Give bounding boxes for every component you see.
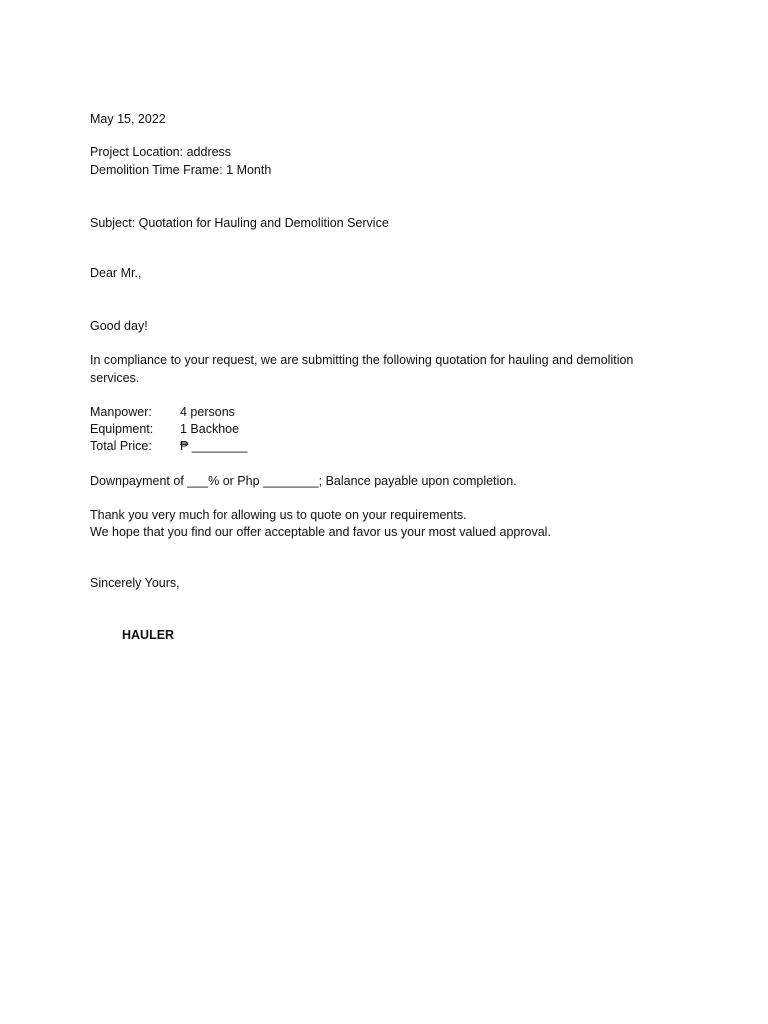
thanks-line-2: We hope that you find our offer acceptable and favor us your most valued approval.: [90, 525, 551, 539]
detail-value: 1 Backhoe: [180, 422, 240, 436]
salutation: Dear Mr.,: [90, 266, 142, 280]
signature-name: HAULER: [122, 628, 175, 642]
detail-row: [90, 421, 239, 438]
detail-row: [90, 438, 247, 455]
intro-paragraph-line-2: services.: [90, 371, 140, 385]
letter-date: May 15, 2022: [90, 112, 166, 126]
subject-line: Subject: Quotation for Hauling and Demolition Service: [90, 216, 389, 230]
payment-terms: Downpayment of ___% or Php ________; Balance payable upon completion.: [90, 474, 517, 488]
detail-label: Equipment:: [90, 422, 154, 436]
closing: Sincerely Yours,: [90, 576, 180, 590]
detail-row: [90, 404, 235, 421]
demolition-time-frame: Demolition Time Frame: 1 Month: [90, 163, 272, 177]
thanks-line-1: Thank you very much for allowing us to quote on your requirements.: [90, 508, 467, 522]
detail-value: 4 persons: [180, 405, 235, 419]
intro-paragraph-line-1: In compliance to your request, we are submitting the following quotation for hauling and demolition: [90, 353, 634, 367]
greeting: Good day!: [90, 319, 148, 333]
detail-label: Manpower:: [90, 405, 152, 419]
project-location: Project Location: address: [90, 145, 232, 159]
detail-value: ₱ ________: [180, 439, 248, 453]
detail-label: Total Price:: [90, 439, 152, 453]
